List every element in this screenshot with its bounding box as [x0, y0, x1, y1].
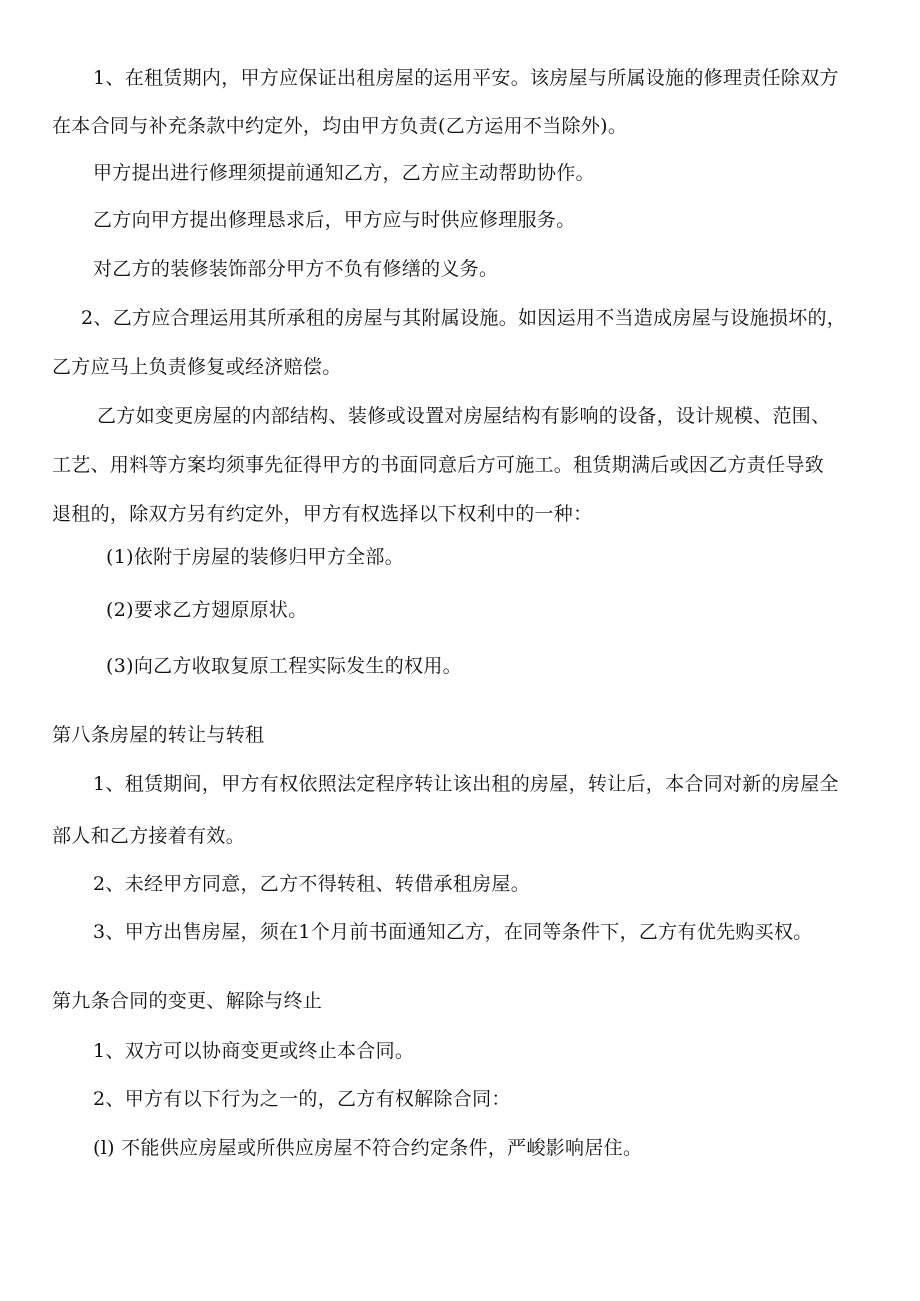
paragraph-line: 对乙方的装修装饰部分甲方不负有修缮的义务。	[93, 258, 499, 280]
section-heading: 第九条合同的变更、解除与终止	[52, 990, 323, 1012]
paragraph-line: 乙方应马上负责修复或经济赔偿。	[52, 356, 342, 378]
paragraph-line: 乙方向甲方提出修理恳求后，甲方应与时供应修理服务。	[93, 209, 576, 231]
paragraph-line: 1、双方可以协商变更或终止本合同。	[93, 1040, 415, 1062]
paragraph-line: 1、租赁期间，甲方有权依照法定程序转让该出租的房屋，转让后，本合同对新的房屋全	[93, 773, 839, 795]
paragraph-line: 工艺、用料等方案均须事先征得甲方的书面同意后方可施工。租赁期满后或因乙方责任导致	[52, 454, 825, 476]
paragraph-line: 2、未经甲方同意，乙方不得转租、转借承租房屋。	[93, 873, 530, 895]
list-item: (l) 不能供应房屋或所供应房屋不符合约定条件，严峻影响居住。	[93, 1137, 643, 1159]
list-item: (3)向乙方收取复原工程实际发生的权用。	[106, 655, 462, 677]
paragraph-line: 1、在租赁期内，甲方应保证出租房屋的运用平安。该房屋与所属设施的修理责任除双方	[93, 67, 839, 89]
paragraph-line: 退租的，除双方另有约定外，甲方有权选择以下权利中的一种：	[52, 503, 593, 525]
paragraph-line: 部人和乙方接着有效。	[52, 825, 246, 847]
paragraph-line: 2、甲方有以下行为之一的，乙方有权解除合同：	[93, 1088, 511, 1110]
list-item: (1)依附于房屋的装修归甲方全部。	[106, 546, 405, 568]
paragraph-line: 在本合同与补充条款中约定外，均由甲方负责(乙方运用不当除外)。	[52, 115, 628, 137]
paragraph-line: 乙方如变更房屋的内部结构、装修或设置对房屋结构有影响的设备，设计规模、范围、	[97, 405, 831, 427]
paragraph-line: 甲方提出进行修理须提前通知乙方，乙方应主动帮助协作。	[93, 162, 595, 184]
list-item: (2)要求乙方翅原原状。	[106, 599, 308, 621]
section-heading: 第八条房屋的转让与转租	[52, 724, 265, 746]
paragraph-line: 3、甲方出售房屋，须在1个月前书面通知乙方，在同等条件下，乙方有优先购买权。	[93, 921, 813, 943]
paragraph-line: 2、乙方应合理运用其所承租的房屋与其附属设施。如因运用不当造成房屋与设施损坏的，	[81, 307, 847, 329]
